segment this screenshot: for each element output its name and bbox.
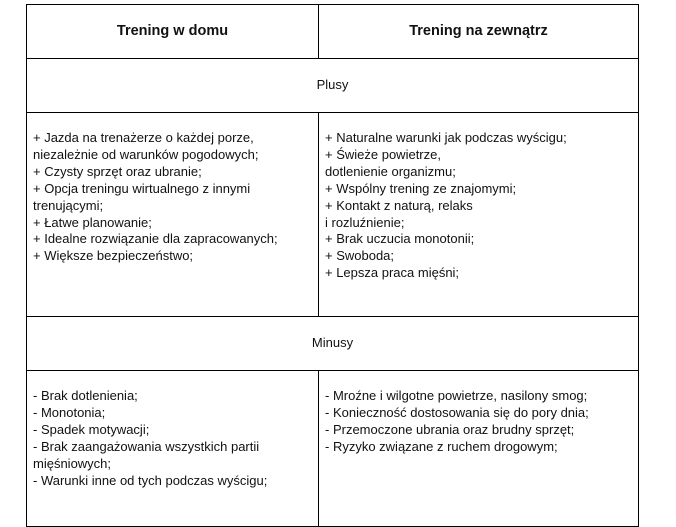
list-item: + Jazda na trenażerze o każdej porze, niezależnie od warunków pogodowych;: [33, 130, 259, 162]
plusy-outdoor-cell: [319, 113, 639, 317]
header-home-training: Trening w domu: [27, 5, 319, 59]
list-item: + Świeże powietrze, dotlenienie organizmu;: [325, 146, 456, 179]
list-item: + Kontakt z naturą, relaks i rozluźnienie;: [325, 197, 473, 230]
list-item: + Większe bezpieczeństwo;: [33, 248, 194, 264]
list-item: + Brak uczucia monotonii;: [325, 231, 475, 247]
header-row: [27, 5, 639, 59]
list-item: + Wspólny trening ze znajomymi;: [325, 180, 517, 196]
plusy-content-row: [27, 113, 639, 317]
comparison-table: [26, 4, 639, 527]
list-item: + Czysty sprzęt oraz ubranie;: [33, 163, 202, 179]
list-item: + Opcja treningu wirtualnego z innymi trenującymi;: [33, 180, 251, 213]
minusy-outdoor-list: [325, 388, 632, 456]
list-item: - Monotonia;: [33, 404, 106, 420]
minusy-home-cell: [27, 371, 319, 527]
minusy-content-row: [27, 371, 639, 527]
plusy-home-list: [33, 130, 312, 265]
list-item: - Brak zaangażowania wszystkich partii mięśniowych;: [33, 438, 260, 471]
list-item: - Warunki inne od tych podczas wyścigu;: [33, 472, 268, 488]
list-item: - Spadek motywacji;: [33, 421, 150, 437]
minusy-section-row: [27, 317, 639, 371]
minusy-outdoor-cell: [319, 371, 639, 527]
list-item: + Lepsza praca mięśni;: [325, 265, 460, 281]
plusy-label: Plusy: [27, 59, 639, 113]
list-item: - Ryzyko związane z ruchem drogowym;: [325, 438, 558, 454]
header-outdoor-training: Trening na zewnątrz: [319, 5, 639, 59]
minusy-label: Minusy: [27, 317, 639, 371]
plusy-home-cell: [27, 113, 319, 317]
minusy-home-list: [33, 388, 312, 489]
list-item: - Brak dotlenienia;: [33, 388, 138, 403]
list-item: + Naturalne warunki jak podczas wyścigu;: [325, 130, 567, 145]
plusy-outdoor-list: [325, 130, 632, 282]
list-item: - Przemoczone ubrania oraz brudny sprzęt;: [325, 421, 575, 437]
plusy-section-row: [27, 59, 639, 113]
list-item: + Łatwe planowanie;: [33, 214, 152, 230]
list-item: + Idealne rozwiązanie dla zapracowanych;: [33, 231, 278, 247]
list-item: - Mroźne i wilgotne powietrze, nasilony smog;: [325, 388, 588, 403]
list-item: - Konieczność dostosowania się do pory dnia;: [325, 404, 589, 420]
list-item: + Swoboda;: [325, 248, 395, 264]
